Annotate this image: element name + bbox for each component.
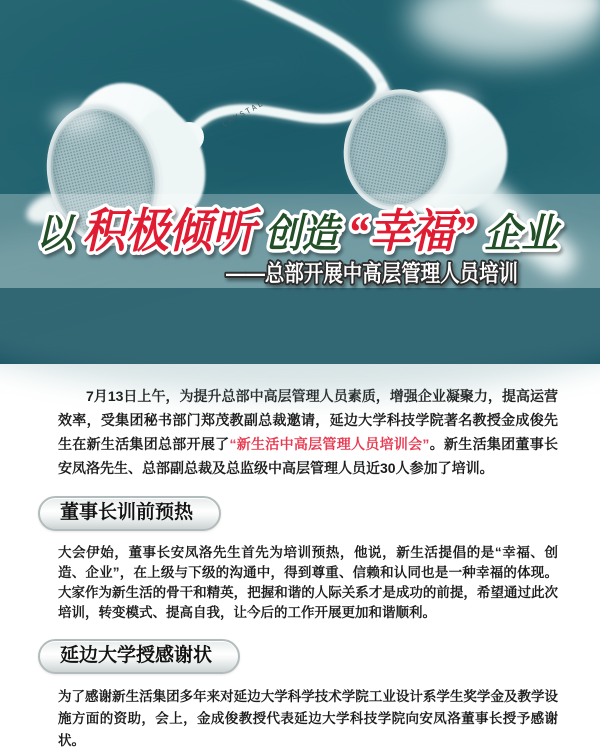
paragraph-intro-post: 。新生活集团董事长安凤洛先生、总部副总裁及总监级中高层管理人员近30人参加了培训。 [58, 436, 559, 476]
headline-word-green-1: 以 [36, 211, 86, 256]
section-header-label: 董事长训前预热 [60, 502, 194, 523]
paragraph-award: 为了感谢新生活集团多年来对延边大学科学技术学院工业设计系学生奖学金及教学设施方面的资助，会上，金成俊教授代表延边大学科技学院向安凤洛董事长授予感谢状。 [58, 689, 558, 748]
paragraph-intro-highlight: “新生活中高层管理人员培训会” [229, 436, 430, 452]
headline-word-green-2: 创造 [255, 211, 356, 256]
earphones-photo-illustration [0, 0, 600, 288]
paragraph-intro [58, 384, 558, 480]
headline-subtitle: ——总部开展中高层管理人员培训 [226, 260, 518, 286]
section-header-label: 延边大学授感谢状 [60, 645, 213, 666]
cable-brand-text: CRYSTAL [220, 98, 266, 129]
headline-word-green-3: 企业 [474, 211, 565, 256]
section-header-university-award [38, 639, 240, 674]
paragraph-chairman-speech: 大会伊始，董事长安凤洛先生首先为培训预热，他说，新生活提倡的是“幸福、创造、企业”，在上级与下级的沟通中，得到尊重、信赖和认同也是一种幸福的体现。大家作为新生活的骨干和精英，把握和谐的人际关系才是成功的前提，希望通过此次培训，转变模式、提高自我，让今后的工作开展更加和谐顺利。 [58, 545, 558, 620]
headline-word-red-2: “幸福” [347, 206, 486, 257]
headline-word-red-1: 积极倾听 [82, 206, 271, 258]
header-photo [0, 0, 600, 288]
section-header-chairman-warmup [38, 496, 221, 531]
headline-title [36, 206, 565, 258]
paragraph-intro-pre: 7月13日上午，为提升总部中高层管理人员素质，增强企业凝聚力，提高运营效率，受集团秘书部门郑茂教副总裁邀请，延边大学科技学院著名教授金成俊先生在新生活集团总部开展了 [58, 388, 558, 452]
article-body [0, 364, 600, 752]
